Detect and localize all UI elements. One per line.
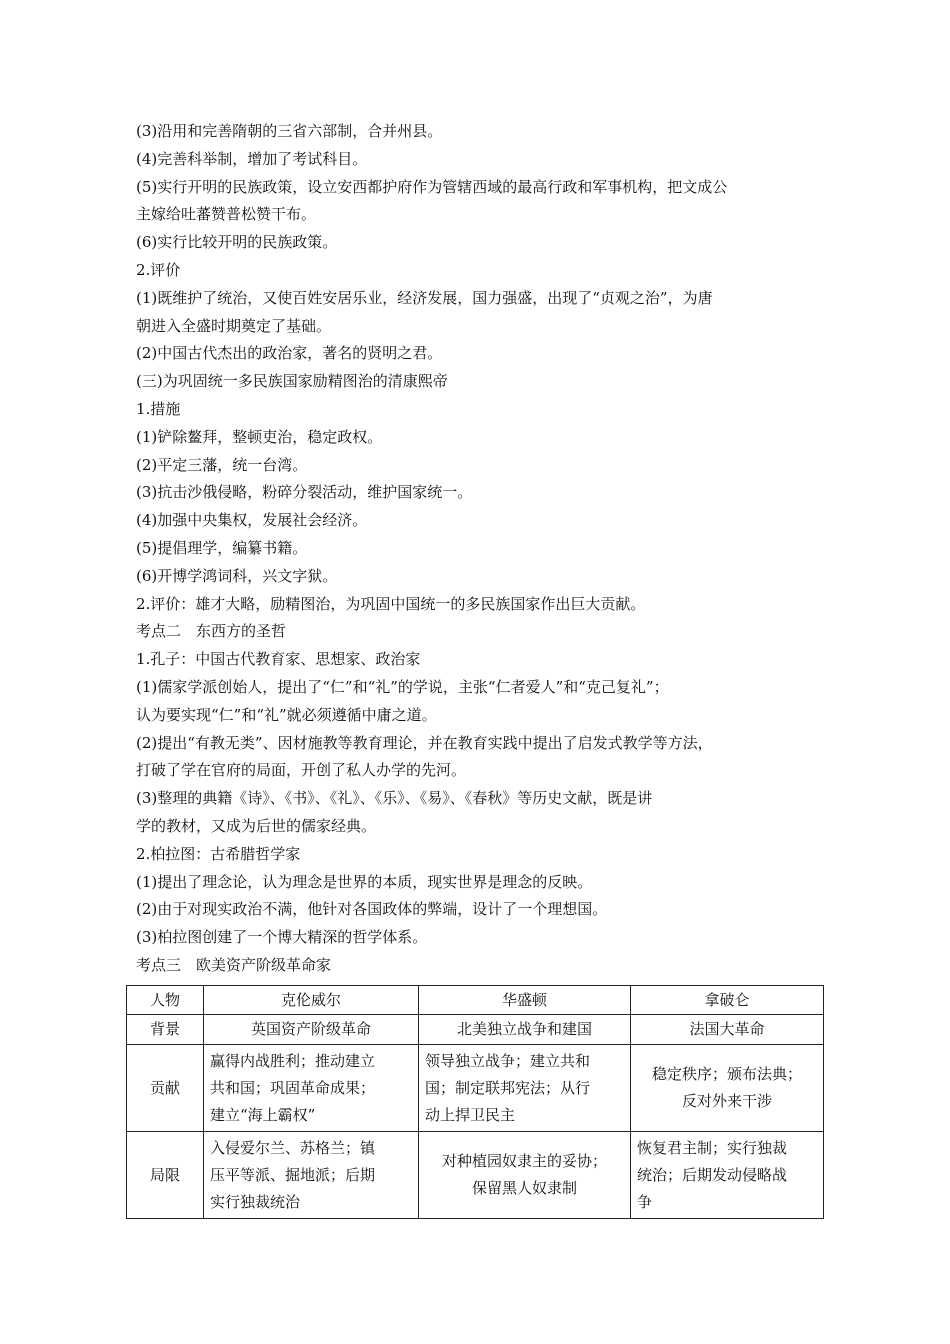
cell-line: 实行独裁统治: [210, 1192, 301, 1211]
cell-line: 对种植园奴隶主的妥协；: [441, 1152, 607, 1170]
text-line: (3)柏拉图创建了一个博大精深的哲学体系。: [136, 928, 428, 947]
text-line: 2.评价：雄才大略，励精图治，为巩固中国统一的多民族国家作出巨大贡献。: [136, 594, 646, 613]
text-line: (4)加强中央集权，发展社会经济。: [136, 511, 368, 530]
text-line: 主嫁给吐蕃赞普松赞干布。: [136, 205, 317, 224]
text-line: (1)提出了理念论，认为理念是世界的本质，现实世界是理念的反映。: [136, 872, 593, 891]
table-cell: [631, 1132, 824, 1219]
text-line: 打破了学在官府的局面，开创了私人办学的先河。: [136, 761, 467, 780]
section-heading: 1.孔子：中国古代教育家、思想家、政治家: [136, 650, 421, 669]
table-header-row: [127, 986, 824, 1015]
text-line: (2)平定三藩，统一台湾。: [136, 455, 308, 474]
text-line: 学的教材，又成为后世的儒家经典。: [136, 816, 377, 835]
cell-line: 稳定秩序；颁布法典；: [651, 1065, 802, 1083]
text-line: (2)中国古代杰出的政治家，著名的贤明之君。: [136, 344, 443, 363]
text-line: 认为要实现“仁”和“礼”就必须遵循中庸之道。: [136, 705, 437, 724]
table-row-background: [127, 1015, 824, 1045]
row-label: 局限: [127, 1132, 204, 1219]
document-body: [136, 118, 820, 980]
cell-line: 赢得内战胜利；推动建立: [210, 1051, 376, 1070]
table-cell: [631, 1045, 824, 1132]
section-heading: 2.柏拉图：古希腊哲学家: [136, 844, 301, 863]
cell-line: 入侵爱尔兰、苏格兰；镇: [210, 1138, 376, 1157]
header-cell: 华盛顿: [419, 986, 631, 1015]
table-cell: 法国大革命: [631, 1015, 824, 1045]
text-line: (6)实行比较开明的民族政策。: [136, 233, 338, 252]
header-cell: 人物: [127, 986, 204, 1015]
table-cell: [204, 1132, 419, 1219]
table-cell: 英国资产阶级革命: [204, 1015, 419, 1045]
section-heading: 2.评价: [136, 260, 181, 279]
section-heading: 考点三 欧美资产阶级革命家: [136, 955, 332, 974]
cell-line: 反对外来干涉: [681, 1092, 772, 1110]
text-line: (3)沿用和完善隋朝的三省六部制，合并州县。: [136, 122, 443, 140]
text-line: (1)儒家学派创始人，提出了“仁”和“礼”的学说，主张“仁者爱人”和“克己复礼”；: [136, 677, 669, 696]
text-line: (5)提倡理学，编纂书籍。: [136, 538, 308, 557]
row-label: 背景: [127, 1015, 204, 1045]
text-line: (4)完善科举制，增加了考试科目。: [136, 149, 368, 168]
text-line: (5)实行开明的民族政策，设立安西都护府作为管辖西域的最高行政和军事机构，把文成公: [136, 177, 728, 196]
header-cell: 拿破仑: [631, 986, 824, 1015]
table-row-limitation: [127, 1132, 824, 1219]
text-line: (2)由于对现实政治不满，他针对各国政体的弊端，设计了一个理想国。: [136, 900, 608, 919]
section-heading: (三)为巩固统一多民族国家励精图治的清康熙帝: [136, 372, 448, 391]
section-heading: 考点二 东西方的圣哲: [136, 622, 287, 641]
text-line: (3)整理的典籍《诗》、《书》、《礼》、《乐》、《易》、《春秋》等历史文献，既是讲: [136, 789, 653, 808]
cell-line: 动上捍卫民主: [425, 1105, 516, 1124]
cell-line: 争: [637, 1192, 653, 1211]
text-line: (2)提出“有教无类”、因材施教等教育理论，并在教育实践中提出了启发式教学等方法，: [136, 733, 713, 752]
cell-line: 共和国；巩固革命成果；: [210, 1078, 376, 1097]
header-cell: 克伦威尔: [204, 986, 419, 1015]
revolutionaries-table: [126, 985, 824, 1219]
text-line: 朝进入全盛时期奠定了基础。: [136, 316, 332, 335]
table-cell: [419, 1045, 631, 1132]
text-line: (3)抗击沙俄侵略，粉碎分裂活动，维护国家统一。: [136, 483, 473, 502]
cell-line: 恢复君主制；实行独裁: [637, 1138, 788, 1157]
text-line: (1)既维护了统治，又使百姓安居乐业，经济发展，国力强盛，出现了“贞观之治”，为唐: [136, 288, 713, 307]
cell-line: 保留黑人奴隶制: [471, 1179, 577, 1197]
cell-line: 建立“海上霸权”: [210, 1105, 316, 1124]
table-cell: [419, 1132, 631, 1219]
table-row-contribution: [127, 1045, 824, 1132]
cell-line: 领导独立战争；建立共和: [425, 1051, 591, 1070]
cell-line: 统治；后期发动侵略战: [637, 1165, 788, 1184]
cell-line: 国；制定联邦宪法；从行: [425, 1078, 591, 1097]
row-label: 贡献: [127, 1045, 204, 1132]
section-heading: 1.措施: [136, 399, 181, 418]
text-line: (6)开博学鸿词科，兴文字狱。: [136, 566, 338, 585]
cell-line: 压平等派、掘地派；后期: [210, 1165, 376, 1184]
table-cell: 北美独立战争和建国: [419, 1015, 631, 1045]
table-cell: [204, 1045, 419, 1132]
text-line: (1)铲除鳌拜，整顿吏治，稳定政权。: [136, 427, 383, 446]
